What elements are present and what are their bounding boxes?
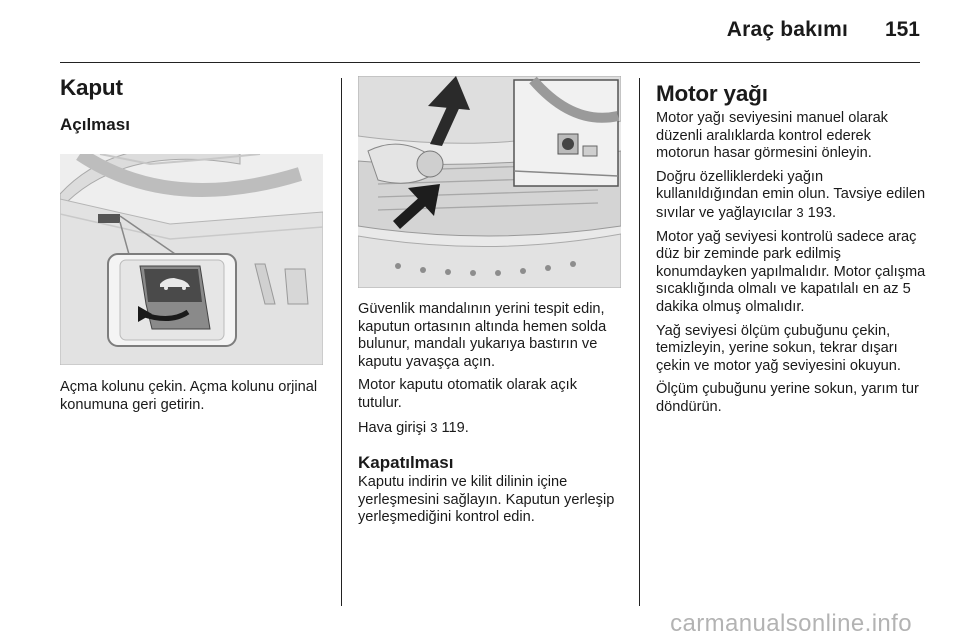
- cross-reference-icon: 3: [796, 204, 804, 220]
- col3-paragraph-3: Motor yağ seviyesi kontrolü sadece araç düz bir zeminde park edilmiş konumdayken yapılmalıdır. Motor çalışma sıcaklığında olmalı ve kapatılalı en az 5 dakika olmuş olmalıdır.: [656, 228, 926, 315]
- col3-paragraph-5: Ölçüm çubuğunu yerine sokun, yarım tur döndürün.: [656, 381, 919, 415]
- engine-oil-heading: Motor yağı: [656, 81, 768, 106]
- closing-subheading: Kapatılması: [358, 453, 454, 473]
- air-intake-ref-text: Hava girişi: [358, 419, 427, 436]
- col2-paragraph-3: [358, 419, 623, 438]
- safety-catch-illustration: [358, 76, 621, 288]
- header-rule: [60, 62, 920, 63]
- recommended-fluids-text: Doğru özelliklerdeki yağın kullanıldığından emin olun. Tavsiye edilen sıvılar ve yağlayıcılar: [656, 168, 926, 221]
- page-number: 151: [884, 18, 920, 41]
- hood-release-lever-illustration: [60, 154, 323, 365]
- col3-paragraph-4: Yağ seviyesi ölçüm çubuğunu çekin, temizleyin, yerine sokun, tekrar dışarı çekin ve motor yağ seviyesini okuyun.: [656, 322, 901, 374]
- section-title: Araç bakımı: [726, 18, 848, 41]
- column-2: [358, 76, 623, 527]
- hood-heading: Kaput: [60, 75, 123, 100]
- cross-reference-icon: 3: [430, 419, 438, 435]
- column-divider-1: [341, 78, 342, 606]
- watermark: carmanualsonline.info: [670, 610, 912, 637]
- column-1: [60, 74, 325, 414]
- column-divider-2: [639, 78, 640, 606]
- opening-subheading: Açılması: [60, 115, 130, 134]
- col1-paragraph-1: Açma kolunu çekin. Açma kolunu orjinal konumuna geri getirin.: [60, 379, 318, 413]
- recommended-fluids-page: 193.: [807, 204, 837, 221]
- column-3: [656, 80, 926, 417]
- col2-closing-paragraph: Kaputu indirin ve kilit dilinin içine yerleşmesini sağlayın. Kaputun yerleşip yerleşmediğini kontrol edin.: [358, 474, 615, 526]
- col3-paragraph-2: [656, 169, 926, 223]
- air-intake-ref-page: 119.: [441, 419, 469, 436]
- col2-paragraph-1: Güvenlik mandalının yerini tespit edin, kaputun ortasının altında hemen solda bulunur, mandalı yukarıya bastırın ve kaputu yavaşça açın.: [358, 301, 607, 370]
- col2-paragraph-2: Motor kaputu otomatik olarak açık tutulur.: [358, 377, 578, 411]
- col3-paragraph-1: Motor yağı seviyesini manuel olarak düzenli aralıklarda kontrol ederek motorun hasar görmesini önleyin.: [656, 110, 888, 162]
